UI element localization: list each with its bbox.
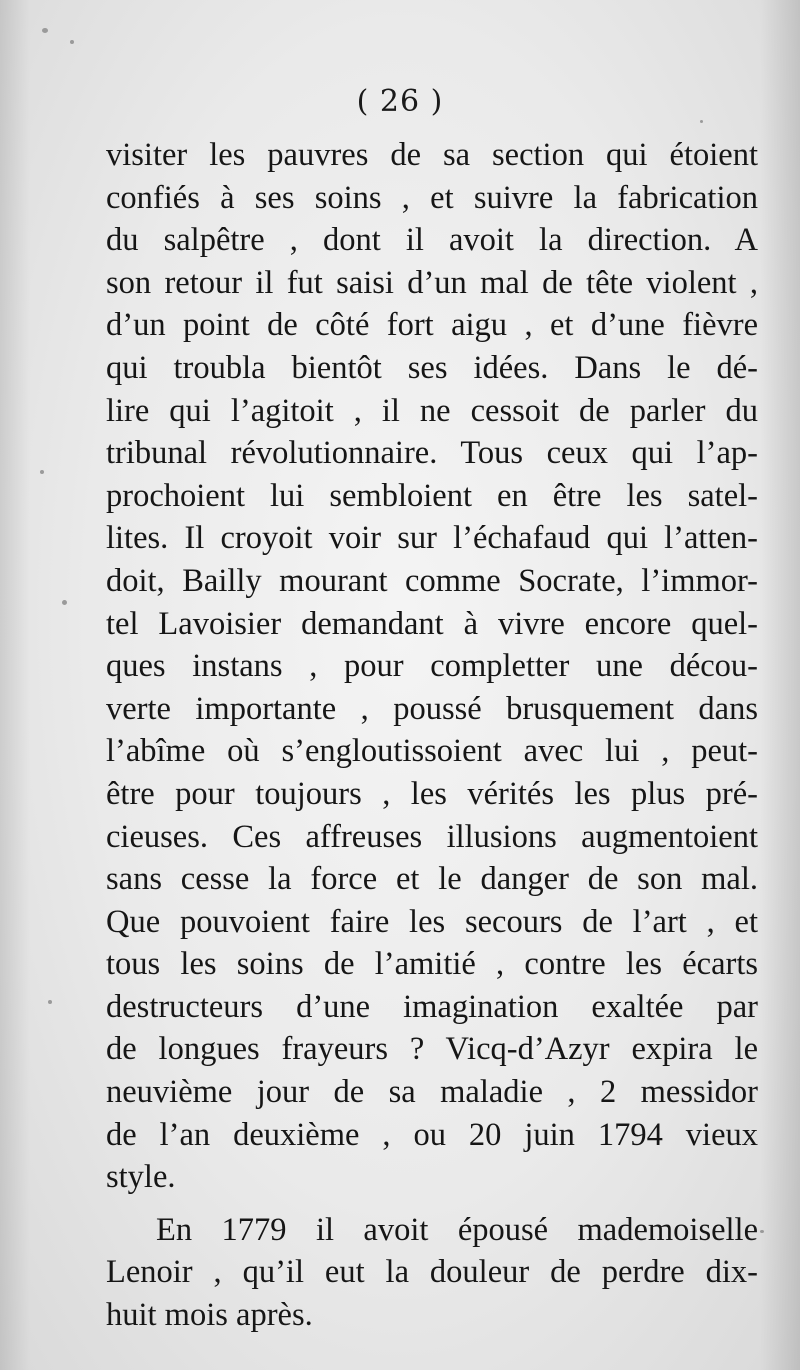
body-text — [106, 134, 758, 1337]
text-line: d’un point de côté fort aigu , et d’une fièvre — [106, 307, 758, 344]
text-line: être pour toujours , les vérités les plus pré- — [106, 775, 758, 812]
text-line: Lenoir , qu’il eut la douleur de perdre dix- — [106, 1254, 758, 1291]
text-line: tel Lavoisier demandant à vivre encore quel- — [106, 605, 758, 642]
page-shadow-left — [0, 0, 30, 1370]
paragraph — [106, 134, 758, 1199]
paper-speck — [62, 600, 67, 605]
paper-speck — [760, 1230, 764, 1233]
text-line: Que pouvoient faire les secours de l’art , et — [106, 903, 758, 940]
text-line: lire qui l’agitoit , il ne cessoit de parler du — [106, 392, 758, 429]
paper-speck — [48, 1000, 52, 1004]
text-line: neuvième jour de sa maladie , 2 messidor — [106, 1074, 758, 1111]
text-line: tous les soins de l’amitié , contre les écarts — [106, 946, 758, 983]
page-number: ( 26 ) — [356, 84, 444, 119]
text-line: sans cesse la force et le danger de son mal. — [106, 861, 758, 898]
text-line: verte importante , poussé brusquement dans — [106, 690, 758, 727]
paper-speck — [42, 28, 48, 33]
paper-speck — [700, 120, 703, 123]
paragraph — [106, 1209, 758, 1337]
text-line: destructeurs d’une imagination exaltée par — [106, 988, 758, 1025]
paragraph-gap — [106, 1199, 758, 1209]
text-line: l’abîme où s’engloutissoient avec lui , peut- — [106, 733, 758, 770]
text-line: prochoient lui sembloient en être les satel- — [106, 477, 758, 514]
text-line: En 1779 il avoit épousé mademoiselle — [156, 1211, 758, 1248]
text-line: du salpêtre , dont il avoit la direction. A — [106, 222, 758, 259]
text-line: qui troubla bientôt ses idées. Dans le dé- — [106, 349, 758, 386]
text-line: huit mois après. — [106, 1297, 313, 1334]
text-line: lites. Il croyoit voir sur l’échafaud qui l’atten- — [106, 520, 758, 557]
text-line: de longues frayeurs ? Vicq-d’Azyr expira le — [106, 1031, 758, 1068]
text-line: style. — [106, 1159, 176, 1196]
text-line: tribunal révolutionnaire. Tous ceux qui l’ap- — [106, 435, 758, 472]
text-line: de l’an deuxième , ou 20 juin 1794 vieux — [106, 1116, 758, 1153]
text-line: son retour il fut saisi d’un mal de tête violent , — [106, 264, 758, 301]
page-shadow-right — [760, 0, 800, 1370]
paper-speck — [70, 40, 74, 44]
text-line: ques instans , pour completter une décou- — [106, 648, 758, 685]
text-line: visiter les pauvres de sa section qui étoient — [106, 137, 758, 173]
text-line: cieuses. Ces affreuses illusions augmentoient — [106, 818, 758, 855]
text-line: doit, Bailly mourant comme Socrate, l’immor- — [106, 562, 758, 599]
paper-speck — [40, 470, 44, 474]
text-line: confiés à ses soins , et suivre la fabrication — [106, 179, 758, 216]
